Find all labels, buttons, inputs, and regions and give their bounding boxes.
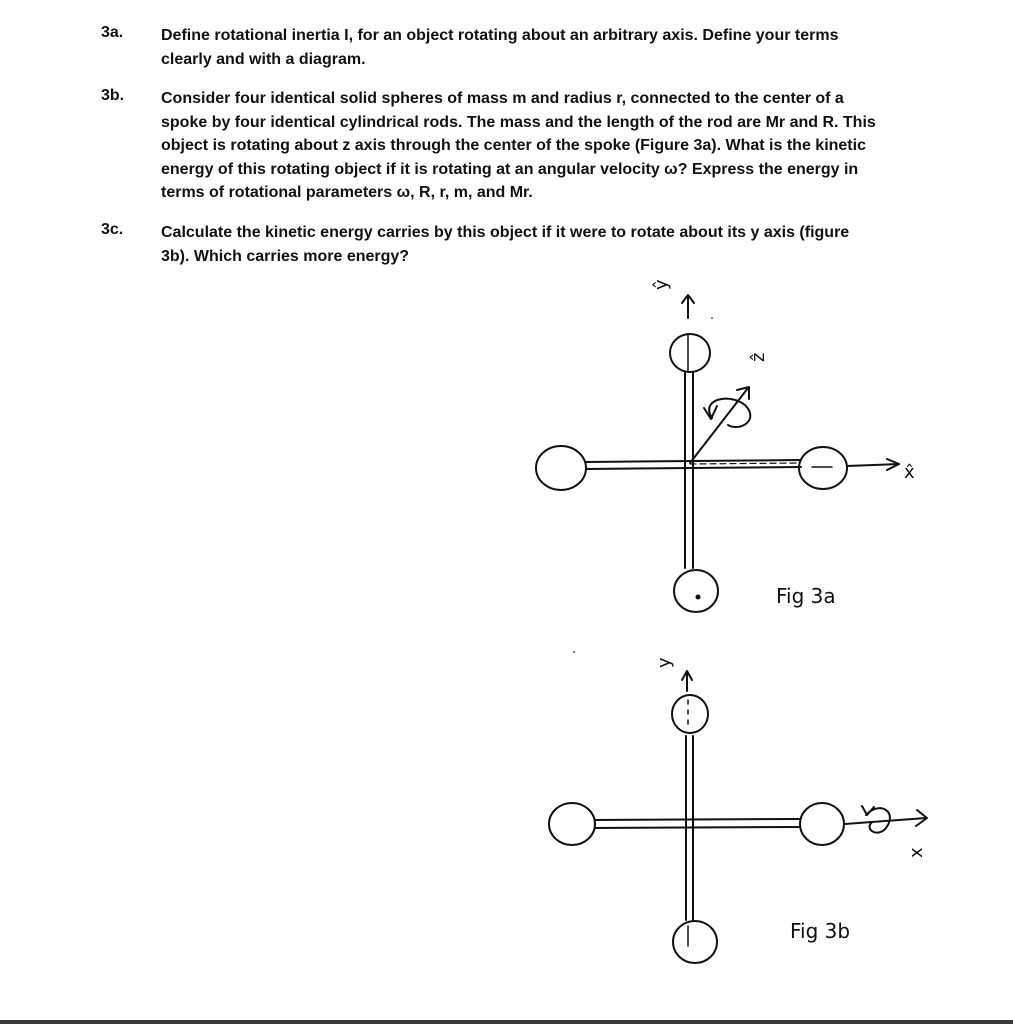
figure-3b [549,671,927,963]
sphere-bottom [674,570,718,612]
fig3a-y-label: ŷ [651,279,672,290]
sphere-right [800,803,844,845]
fig3b-caption: Fig 3b [790,919,851,943]
page-bottom-border [0,1020,1013,1024]
fig3a-caption: Fig 3a [776,584,836,608]
question-text: Consider four identical solid spheres of mass m and radius r, connected to the center of a spoke by four identical cylindrical rods. The mass and the length of the rod are Mr and R. This object is rotating about z axis through the center of the spoke (Figure 3a). What is the kinetic energy of this rotating object if it is rotating at an angular velocity ω? Express the energy in terms of rotational parameters ω, R, r, m, and Mr. [161,90,876,201]
x-axis-arrow [847,464,899,466]
figure-3a [536,295,899,612]
rotation-arrow-3b [866,808,890,833]
sphere-left [549,803,595,845]
rotation-arrow-3a [709,399,750,427]
sphere-right [799,447,847,489]
fig3b-y-label: y [654,657,675,668]
sphere-bottom [673,921,717,963]
question-number: 3b. [101,87,125,104]
z-axis-arrow [690,388,748,463]
fig3a-z-label: ẑ [748,352,769,362]
sphere-left [536,446,586,490]
question-number: 3a. [101,24,124,41]
question-number: 3c. [101,221,124,238]
sphere-top [670,334,710,372]
handwritten-labels [651,279,927,943]
fig3a-x-label: x̂ [904,462,915,483]
question-text: Define rotational inertia I, for an object rotating about an arbitrary axis. Define your terms clearly and with a diagram. [161,27,839,68]
rod-horizontal [595,819,800,820]
x-axis-arrow [845,818,926,824]
question-text: Calculate the kinetic energy carries by this object if it were to rotate about its y axis (figure 3b). Which carries more energy? [161,224,850,265]
rod-horizontal [586,460,801,462]
fig3b-x-label: x [906,847,927,858]
sphere-top [672,695,708,733]
